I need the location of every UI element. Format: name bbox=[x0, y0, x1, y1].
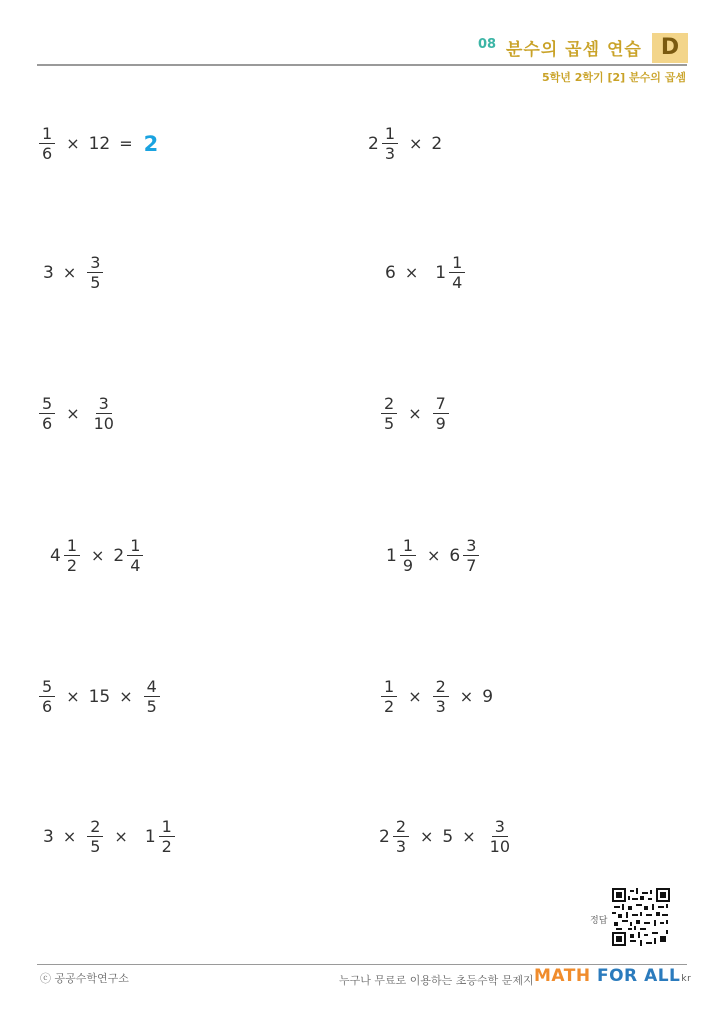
whole-number: 12 bbox=[88, 133, 111, 154]
multiply-sign: × bbox=[62, 263, 77, 282]
mixed-whole: 4 bbox=[50, 545, 61, 566]
numerator: 1 bbox=[382, 124, 398, 144]
mixed-whole: 2 bbox=[113, 545, 125, 566]
mixed-whole: 6 bbox=[449, 545, 461, 566]
multiply-sign: × bbox=[66, 404, 80, 423]
denominator: 2 bbox=[161, 837, 172, 856]
multiply-sign: × bbox=[114, 827, 128, 846]
fraction bbox=[91, 394, 117, 433]
numerator: 2 bbox=[393, 817, 409, 837]
fraction bbox=[463, 536, 479, 575]
numerator: 5 bbox=[39, 394, 55, 414]
worksheet-number: 08 bbox=[478, 37, 497, 52]
worksheet-subtitle: 5학년 2학기 [2] 분수의 곱셈 bbox=[542, 71, 686, 84]
denominator: 10 bbox=[93, 414, 114, 433]
problem-2 bbox=[368, 124, 442, 163]
denominator: 6 bbox=[42, 144, 53, 163]
fraction bbox=[487, 817, 513, 856]
answer: 2 bbox=[143, 131, 159, 156]
denominator: 2 bbox=[66, 556, 78, 575]
mixed-whole: 1 bbox=[144, 826, 156, 847]
mixed-whole: 2 bbox=[368, 133, 379, 154]
multiply-sign: × bbox=[409, 134, 423, 153]
brand-kr: kr bbox=[681, 974, 692, 984]
numerator: 3 bbox=[492, 817, 508, 837]
denominator: 9 bbox=[435, 414, 446, 433]
fraction bbox=[381, 677, 397, 716]
whole-number: 9 bbox=[482, 686, 494, 707]
numerator: 3 bbox=[96, 394, 112, 414]
multiply-sign: × bbox=[420, 827, 434, 846]
whole-number: 6 bbox=[385, 262, 396, 283]
denominator: 5 bbox=[146, 697, 157, 716]
brand-for-all: FOR ALL bbox=[590, 966, 681, 986]
fraction bbox=[39, 677, 55, 716]
mixed-whole: 1 bbox=[435, 262, 447, 283]
multiply-sign: × bbox=[408, 687, 422, 706]
denominator: 6 bbox=[42, 697, 53, 716]
problem-4 bbox=[385, 253, 467, 292]
mixed-whole: 2 bbox=[379, 826, 390, 847]
denominator: 5 bbox=[90, 273, 101, 292]
fraction bbox=[433, 394, 449, 433]
denominator: 4 bbox=[452, 273, 463, 292]
numerator: 1 bbox=[381, 677, 397, 697]
problem-9 bbox=[37, 677, 162, 716]
multiply-sign: × bbox=[66, 134, 80, 153]
multiply-sign: × bbox=[459, 687, 474, 706]
copyright-text: ⓒ 공공수학연구소 bbox=[40, 972, 129, 985]
equals-sign: = bbox=[119, 134, 133, 153]
numerator: 3 bbox=[463, 536, 479, 556]
denominator: 3 bbox=[395, 837, 407, 856]
numerator: 1 bbox=[127, 536, 143, 556]
problem-11 bbox=[43, 817, 177, 856]
denominator: 5 bbox=[384, 414, 395, 433]
multiply-sign: × bbox=[91, 546, 105, 565]
brand-logo bbox=[534, 966, 691, 986]
problem-5 bbox=[37, 394, 119, 433]
multiply-sign: × bbox=[62, 827, 77, 846]
fraction bbox=[382, 124, 398, 163]
problem-1 bbox=[37, 124, 158, 163]
qr-code-icon[interactable] bbox=[612, 888, 670, 946]
numerator: 2 bbox=[433, 677, 449, 697]
denominator: 6 bbox=[42, 414, 53, 433]
whole-number: 3 bbox=[43, 262, 54, 283]
problem-8 bbox=[386, 536, 481, 575]
whole-number: 5 bbox=[442, 826, 454, 847]
numerator: 5 bbox=[39, 677, 55, 697]
problem-6 bbox=[379, 394, 451, 433]
denominator: 7 bbox=[466, 556, 477, 575]
mixed-whole: 1 bbox=[386, 545, 397, 566]
numerator: 1 bbox=[64, 536, 80, 556]
fraction bbox=[159, 817, 175, 856]
fraction bbox=[87, 253, 103, 292]
numerator: 1 bbox=[400, 536, 416, 556]
denominator: 2 bbox=[384, 697, 395, 716]
denominator: 3 bbox=[435, 697, 446, 716]
fraction bbox=[87, 817, 103, 856]
problem-3 bbox=[43, 253, 105, 292]
fraction bbox=[393, 817, 409, 856]
multiply-sign: × bbox=[119, 687, 133, 706]
numerator: 7 bbox=[433, 394, 449, 414]
whole-number: 3 bbox=[43, 826, 54, 847]
fraction bbox=[144, 677, 160, 716]
fraction bbox=[381, 394, 397, 433]
header-divider bbox=[37, 64, 687, 66]
problem-12 bbox=[379, 817, 515, 856]
level-badge: D bbox=[652, 33, 688, 63]
numerator: 3 bbox=[87, 253, 103, 273]
problem-10 bbox=[379, 677, 493, 716]
fraction bbox=[127, 536, 143, 575]
fraction bbox=[39, 394, 55, 433]
whole-number: 15 bbox=[88, 686, 111, 707]
fraction bbox=[64, 536, 80, 575]
denominator: 4 bbox=[130, 556, 141, 575]
multiply-sign: × bbox=[404, 263, 419, 282]
multiply-sign: × bbox=[427, 546, 441, 565]
multiply-sign: × bbox=[462, 827, 476, 846]
fraction bbox=[433, 677, 449, 716]
answer-key-label: 정답 bbox=[590, 916, 608, 926]
denominator: 9 bbox=[402, 556, 414, 575]
problem-7 bbox=[50, 536, 145, 575]
fraction bbox=[39, 124, 55, 163]
fraction bbox=[449, 253, 465, 292]
numerator: 4 bbox=[144, 677, 160, 697]
footer-tagline: 누구나 무료로 이용하는 초등수학 문제지 bbox=[339, 974, 534, 987]
footer-divider bbox=[37, 964, 687, 965]
denominator: 5 bbox=[90, 837, 101, 856]
denominator: 3 bbox=[384, 144, 396, 163]
fraction bbox=[400, 536, 416, 575]
worksheet-title: 분수의 곱셈 연습 bbox=[506, 40, 642, 60]
numerator: 1 bbox=[39, 124, 55, 144]
multiply-sign: × bbox=[408, 404, 422, 423]
numerator: 1 bbox=[449, 253, 465, 273]
numerator: 1 bbox=[159, 817, 175, 837]
numerator: 2 bbox=[87, 817, 103, 837]
denominator: 10 bbox=[489, 837, 511, 856]
whole-number: 2 bbox=[431, 133, 443, 154]
multiply-sign: × bbox=[66, 687, 80, 706]
brand-math: MATH bbox=[534, 966, 591, 986]
numerator: 2 bbox=[381, 394, 397, 414]
